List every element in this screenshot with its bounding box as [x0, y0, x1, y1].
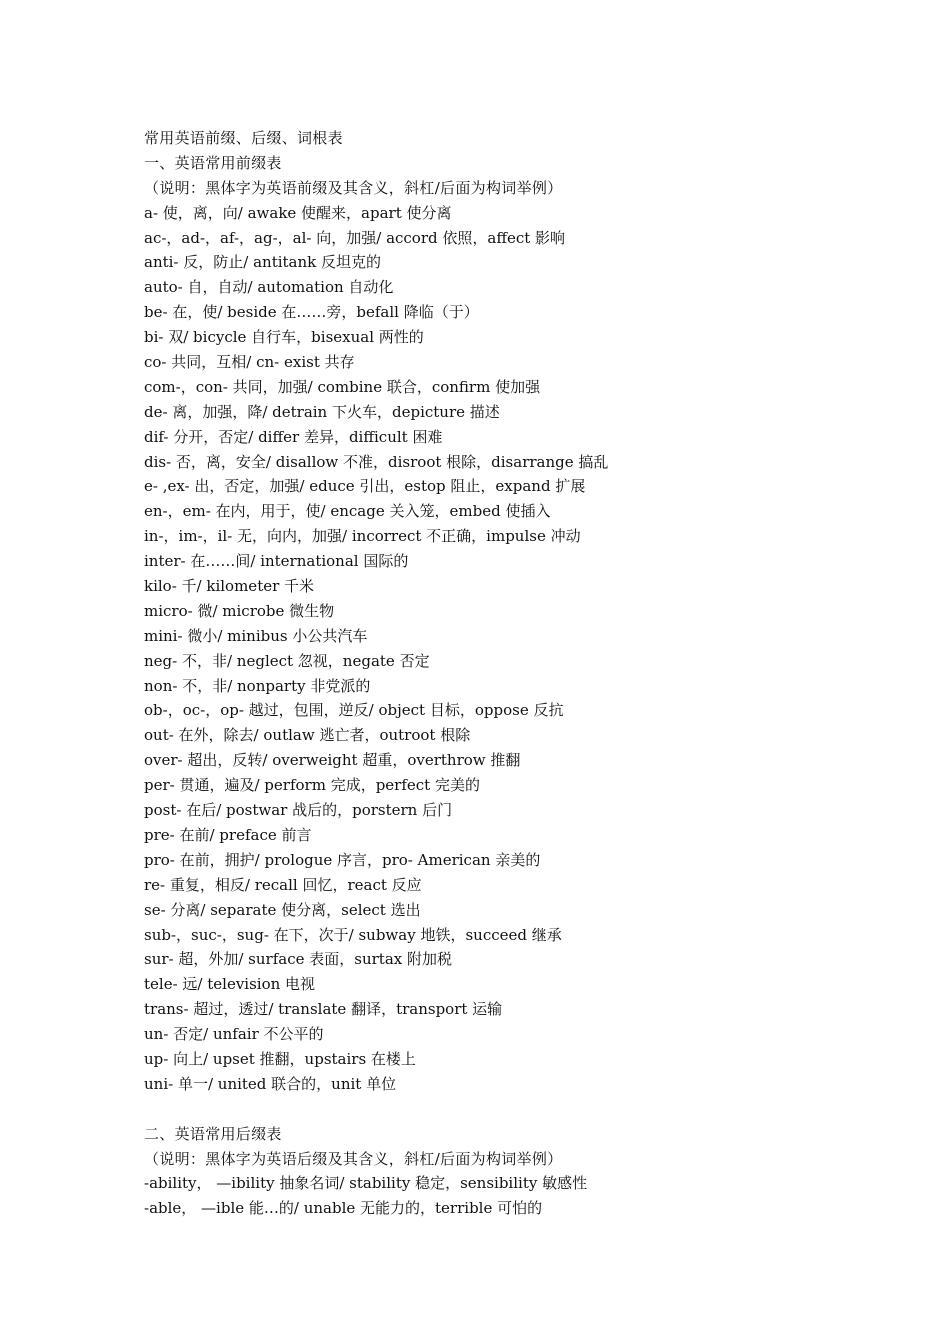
list-item: inter- 在……间/ international 国际的: [144, 552, 409, 571]
list-item: tele- 远/ television 电视: [144, 975, 316, 994]
list-item: en-，em- 在内，用于，使/ encage 关入笼，embed 使插入: [144, 502, 551, 521]
list-item: uni- 单一/ united 联合的，unit 单位: [144, 1074, 397, 1093]
list-item: bi- 双/ bicycle 自行车，bisexual 两性的: [144, 328, 424, 347]
document-body: [144, 126, 924, 1221]
document-title: 常用英语前缀、后缀、词根表: [144, 129, 343, 147]
list-item: anti- 反，防止/ antitank 反坦克的: [144, 253, 382, 272]
list-item: co- 共同，互相/ cn- exist 共存: [144, 353, 355, 372]
list-item: mini- 微小/ minibus 小公共汽车: [144, 626, 368, 645]
suffix-list: [144, 1171, 924, 1221]
list-item: pro- 在前，拥护/ prologue 序言，pro- American 亲美的: [144, 850, 541, 869]
list-item: ac-，ad-，af-，ag-，al- 向，加强/ accord 依照，affect 影响: [144, 228, 566, 247]
list-item: auto- 自，自动/ automation 自动化: [144, 278, 394, 297]
list-item: micro- 微/ microbe 微生物: [144, 601, 335, 620]
section-note-suffixes: （说明：黑体字为英语后缀及其含义，斜杠/后面为构词举例）: [144, 1149, 563, 1168]
list-item: non- 不，非/ nonparty 非党派的: [144, 676, 371, 695]
list-item: over- 超出，反转/ overweight 超重，overthrow 推翻: [144, 751, 521, 770]
list-item: e- ,ex- 出，否定，加强/ educe 引出，estop 阻止，expand 扩展: [144, 477, 586, 496]
section-heading-prefixes: 一、英语常用前缀表: [144, 153, 282, 172]
list-item: dis- 否，离，安全/ disallow 不准，disroot 根除，disarrange 搞乱: [144, 452, 609, 471]
prefix-list: [144, 201, 924, 1097]
list-item: sur- 超，外加/ surface 表面，surtax 附加税: [144, 950, 452, 969]
list-item: post- 在后/ postwar 战后的，porstern 后门: [144, 801, 453, 820]
list-item: ob-，oc-，op- 越过，包围，逆反/ object 目标，oppose 反抗: [144, 701, 564, 720]
list-item: com-，con- 共同，加强/ combine 联合，confirm 使加强: [144, 377, 541, 396]
list-item: kilo- 千/ kilometer 千米: [144, 577, 315, 596]
section-note-prefixes: （说明：黑体字为英语前缀及其含义，斜杠/后面为构词举例）: [144, 178, 563, 197]
list-item: up- 向上/ upset 推翻，upstairs 在楼上: [144, 1049, 416, 1068]
list-item: neg- 不，非/ neglect 忽视，negate 否定: [144, 651, 430, 670]
list-item: un- 否定/ unfair 不公平的: [144, 1025, 324, 1044]
list-item: out- 在外，除去/ outlaw 逃亡者，outroot 根除: [144, 726, 471, 745]
list-item: a- 使，离，向/ awake 使醒来，apart 使分离: [144, 203, 452, 222]
list-item: -ability， —ibility 抽象名词/ stability 稳定，sensibility 敏感性: [144, 1174, 588, 1193]
list-item: re- 重复，相反/ recall 回忆，react 反应: [144, 875, 422, 894]
list-item: pre- 在前/ preface 前言: [144, 825, 312, 844]
list-item: -able， —ible 能…的/ unable 无能力的，terrible 可怕的: [144, 1199, 543, 1218]
list-item: de- 离，加强，降/ detrain 下火车，depicture 描述: [144, 402, 500, 421]
section-heading-suffixes: 二、英语常用后缀表: [144, 1124, 282, 1143]
list-item: be- 在，使/ beside 在……旁，befall 降临（于）: [144, 303, 479, 322]
section-spacer: [144, 1097, 924, 1122]
list-item: trans- 超过，透过/ translate 翻译，transport 运输: [144, 1000, 503, 1019]
list-item: per- 贯通，遍及/ perform 完成，perfect 完美的: [144, 776, 480, 795]
list-item: in-，im-，il- 无，向内，加强/ incorrect 不正确，impulse 冲动: [144, 527, 581, 546]
list-item: sub-，suc-，sug- 在下，次于/ subway 地铁，succeed 继承: [144, 925, 562, 944]
list-item: se- 分离/ separate 使分离，select 选出: [144, 900, 421, 919]
list-item: dif- 分开，否定/ differ 差异，difficult 困难: [144, 427, 443, 446]
